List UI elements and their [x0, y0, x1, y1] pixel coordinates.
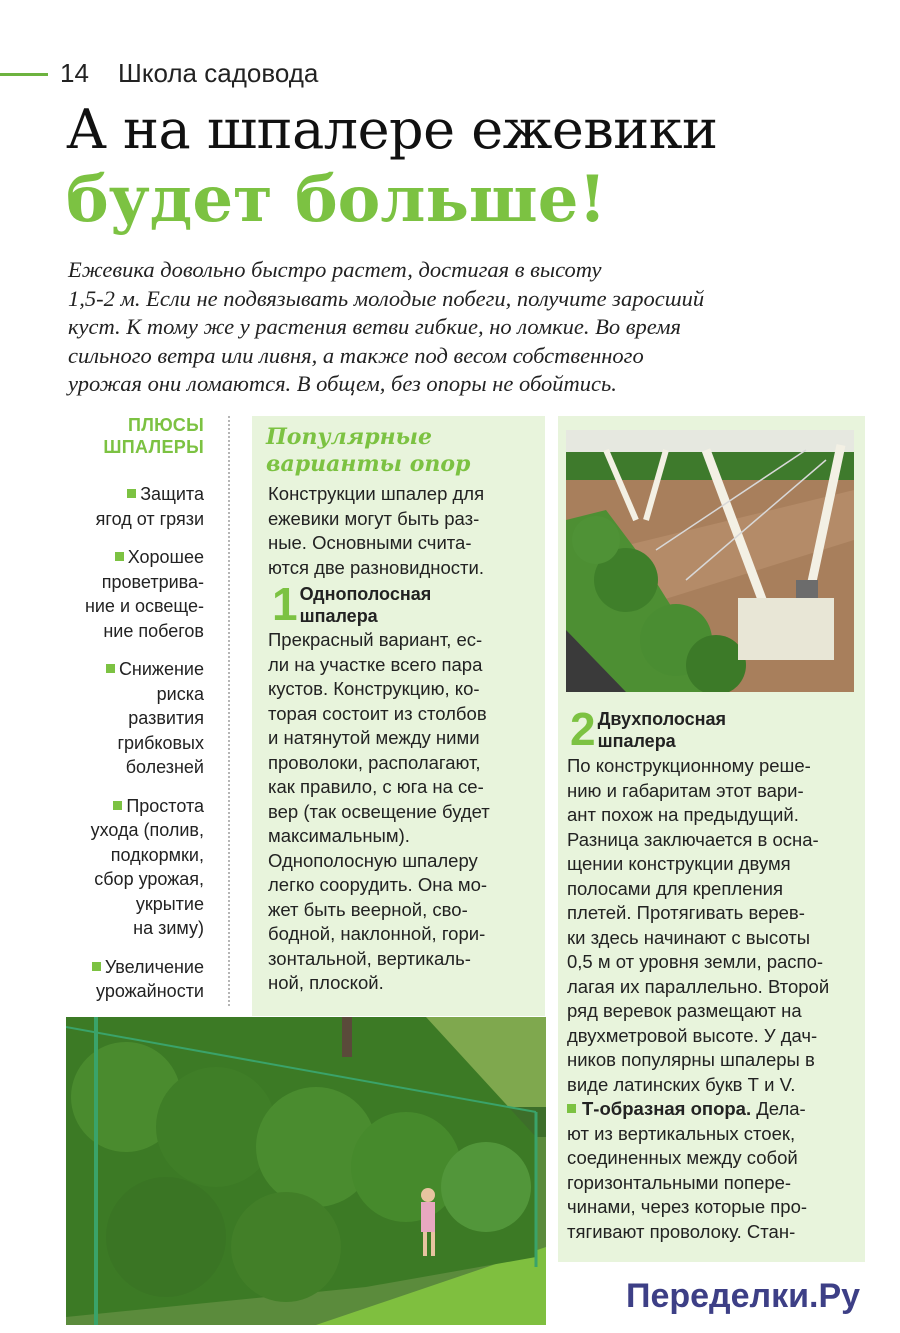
lead-line: Ежевика довольно быстро растет, достигая в высоту [68, 257, 602, 282]
dotted-divider [228, 416, 230, 1006]
plus-item-easy-care: Простота ухода (полив, подкормки, сбор урожая, укрытие на зиму) [90, 795, 204, 938]
type2-number: 2 [570, 703, 596, 755]
v-trellis-illustration [566, 430, 854, 692]
popular-options-title: Популярные варианты опор [266, 424, 471, 477]
watermark: Переделки.Ру [626, 1277, 861, 1315]
square-bullet-icon [113, 801, 122, 810]
lead-line: сильного ветра или ливня, а также под весом собственного [68, 342, 644, 368]
square-bullet-icon [92, 962, 101, 971]
v-trellis-photo [566, 430, 854, 692]
square-bullet-icon [106, 664, 115, 673]
blackberry-hedge-illustration [66, 1017, 546, 1325]
header-rule [0, 73, 48, 76]
t-support-paragraph: Т-образная опора. Дела- [567, 1097, 863, 1122]
type2-text: По конструкционному реше- нию и габаритам этот вари- ант похож на предыдущий. Разница заключается в осна- щении конструкции двумя полосами для крепления плетей. Протягивать верев- ки здесь начинают с высоты 0,5 м от уровня земли, распо- лагая их параллельно. Второй ряд веревок размещают на двухметровой высоте. У дач- ников популярны шпалеры в виде латинских букв Т и V. Т-образная опора. Дела- ют из вертикальных стоек, соединенных между собой горизонтальными попере- чинами, через которые про- тягивают проволоку. Стан- [567, 754, 863, 1244]
type2-heading [570, 703, 727, 755]
lead-line: куст. К тому же у растения ветви гибкие, но ломкие. Во время [68, 314, 681, 339]
plus-item-dirt-protection: Защита ягод от грязи [95, 484, 204, 529]
section-title: Школа садовода [118, 58, 319, 88]
page-number: 14 [60, 58, 89, 88]
plus-item-yield: Увеличение урожайности [56, 955, 204, 1004]
blackberry-hedge-photo [66, 1017, 546, 1325]
plus-item-fungal-risk: Снижение риска развития грибковых болезней [56, 657, 204, 780]
type1-number: 1 [272, 578, 298, 630]
square-bullet-icon [127, 489, 136, 498]
headline-line-1: А на шпалере ежевики [66, 98, 718, 161]
lead-line: урожая они ломаются. В общем, без опоры не обойтись. [68, 371, 617, 396]
headline-line-2: будет больше! [66, 162, 607, 237]
plus-item-ventilation: Хорошее проветрива- ние и освеще- ние побегов [84, 547, 204, 641]
pluses-title: ПЛЮСЫ ШПАЛЕРЫ [103, 415, 204, 457]
type1-label: Однополосная шпалера [299, 584, 432, 626]
t-support-label: Т-образная опора. [582, 1098, 752, 1119]
pluses-sidebar [56, 414, 204, 1018]
square-bullet-icon [115, 552, 124, 561]
popular-intro: Конструкции шпалер для ежевики могут быть раз- ные. Основными счита- ются две разновидности. [268, 483, 485, 578]
lead-paragraph [68, 256, 868, 399]
type1-heading [272, 578, 432, 630]
square-bullet-icon [567, 1104, 576, 1113]
type1-text: Прекрасный вариант, ес- ли на участке всего пара кустов. Конструкцию, ко- торая состоит из столбов и натянутой между ними проволоки, располагают, как правило, с юга на се- вер (так освещение будет максимальным). Однополосную шпалеру легко соорудить. Она мо- жет быть веерной, сво- бодной, наклонной, гори- зонтальной, вертикаль- ной, плоской. [268, 629, 490, 993]
type2-label: Двухполосная шпалера [597, 709, 727, 751]
lead-line: 1,5-2 м. Если не подвязывать молодые побеги, получите заросший [68, 285, 705, 311]
